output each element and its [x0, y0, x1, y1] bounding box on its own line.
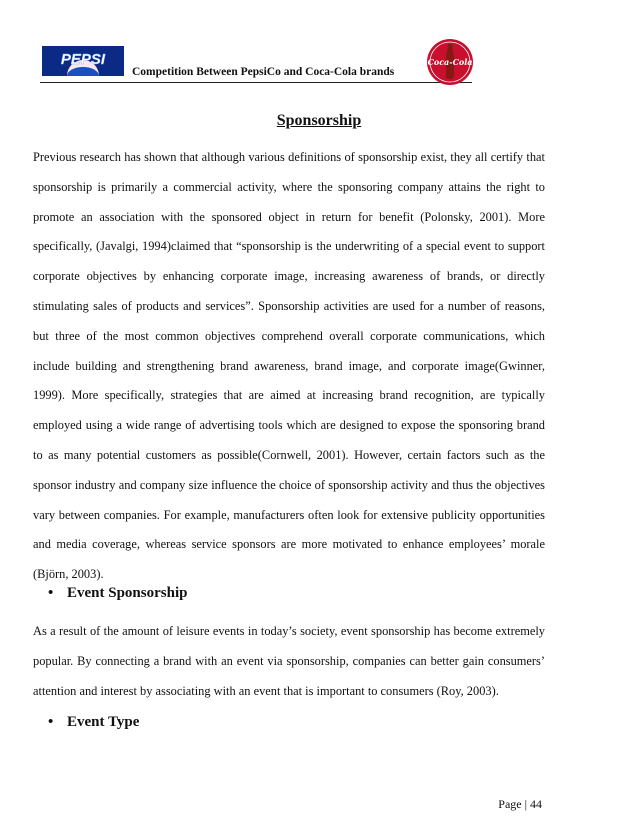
page-number: Page | 44 [498, 797, 542, 811]
header-title: Competition Between PepsiCo and Coca-Cola brands [132, 66, 395, 78]
coca-cola-logo-text: Coca-Cola [427, 57, 473, 67]
bullet-marker: • [48, 714, 54, 730]
section-title: Sponsorship [276, 112, 362, 129]
bullet-heading-event-sponsorship [48, 585, 187, 602]
pepsi-logo [42, 46, 124, 76]
coca-cola-logo [426, 38, 474, 86]
pepsi-logo-text: PEPSI [60, 51, 106, 68]
bullet-heading-event-type [48, 714, 139, 731]
body-paragraph: As a result of the amount of leisure events in today’s society, event sponsorship has become extremely popular. By connecting a brand with an event via sponsorship, companies can better gain consumers’ attention and interest by associating with an event that is important to consumers (Roy, 2003). [33, 624, 545, 698]
page-header [40, 36, 472, 86]
bullet-heading-text: Event Sponsorship [67, 585, 188, 601]
bullet-marker: • [48, 585, 54, 601]
body-paragraph: Previous research has shown that although various definitions of sponsorship exist, they all certify that sponsorship is primarily a commercial activity, where the sponsoring company attains the right to promote an association with the sponsored object in return for benefit (Polonsky, 2001). More specifically, (Javalgi, 1994)claimed that “sponsorship is the underwriting of a special event to support corporate objectives by enhancing corporate image, increasing awareness of brands, or directly stimulating sales of products and services”. Sponsorship activities are used for a number of reasons, but three of the most common objectives comprehend overall corporate communications, which include building and strengthening brand awareness, brand image, and corporate image(Gwinner, 1999). More specifically, strategies that are aimed at increasing brand recognition, are typically employed using a wide range of advertising tools which are designed to expose the sponsoring brand to as many potential customers as possible(Cornwell, 2001). However, certain factors such as the sponsor industry and company size influence the choice of sponsorship activity and thus the objectives vary between companies. For example, manufacturers often look for extensive publicity opportunities and media coverage, whereas service sponsors are more motivated to enhance employees’ morale (Björn, 2003). [33, 150, 545, 582]
header-rule [40, 82, 472, 83]
bullet-heading-text: Event Type [67, 714, 140, 730]
